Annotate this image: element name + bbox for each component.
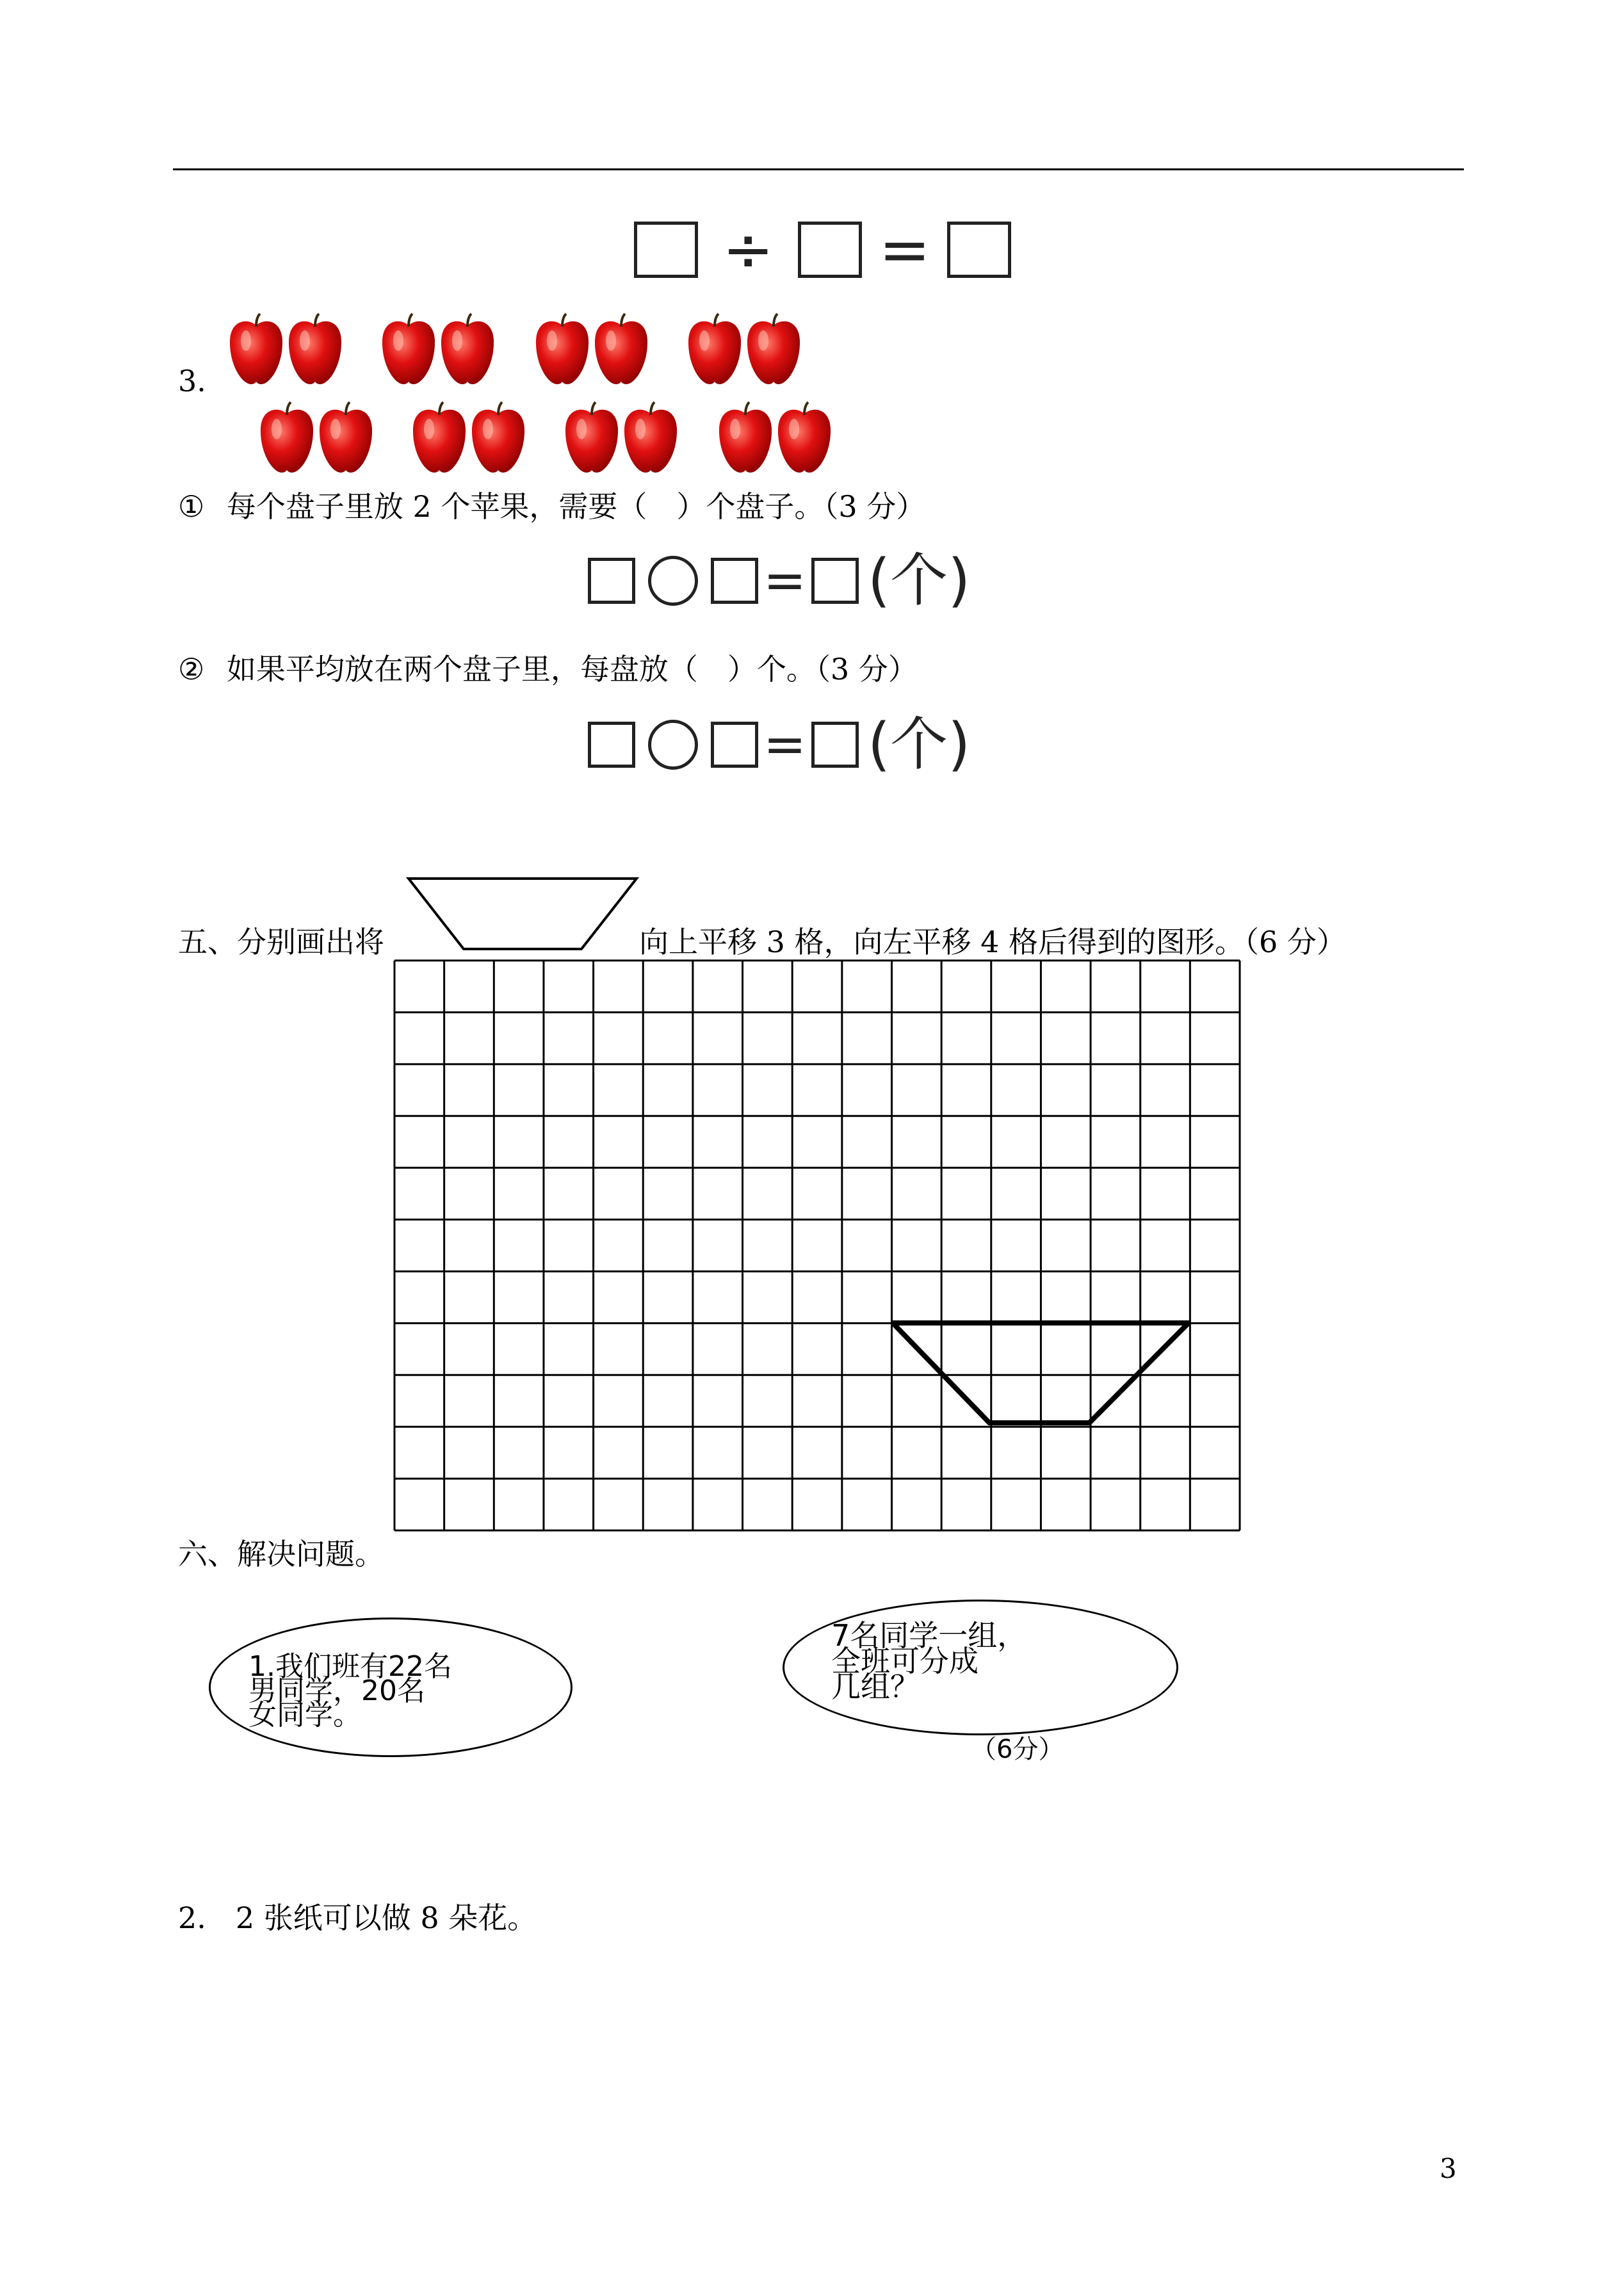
- bubble-2-score: （6分）: [971, 1735, 1064, 1764]
- sub-question-text: 每个盘子里放 2 个苹果，需要（ ）个盘子。（3 分）: [226, 489, 926, 524]
- equals-sign: =: [879, 214, 930, 286]
- apple-row-2: [261, 402, 831, 473]
- unit-label: (个): [868, 547, 971, 614]
- bubble-2-line: 7名同学一组，: [831, 1618, 1027, 1653]
- circled-marker: ①: [178, 489, 205, 524]
- section-5-title-end: 向上平移 3 格，向左平移 4 格后得到的图形。（6 分）: [639, 925, 1346, 959]
- apple-row-1: [230, 314, 800, 384]
- bubble-2-text: [831, 1618, 1027, 1704]
- equals-sign: =: [763, 551, 807, 610]
- blank-box: [711, 722, 758, 768]
- question-number: 3.: [178, 364, 206, 398]
- section-6-title: 六、解决问题。: [178, 1537, 384, 1571]
- grid-board: [391, 959, 1249, 1536]
- problem-2: 2. 2 张纸可以做 8 朵花。: [178, 1901, 537, 1935]
- section-5-title-start: 五、分别画出将: [178, 925, 384, 959]
- trapezoid-shape: [405, 873, 642, 954]
- blank-box: [588, 722, 635, 768]
- equation-1: [588, 547, 971, 614]
- sub-question-1: [178, 489, 926, 524]
- bubble-1-line: 女同学。: [248, 1699, 361, 1731]
- equals-sign: =: [763, 715, 807, 774]
- sub-question-2: [178, 654, 918, 684]
- unit-label: (个): [868, 711, 971, 778]
- blank-box: [711, 558, 758, 604]
- grid-lines: [394, 961, 1240, 1530]
- divide-sign: ÷: [722, 214, 774, 286]
- operator-circle: [648, 556, 698, 606]
- bubble-2-line: 全班可分成: [831, 1644, 978, 1678]
- bubble-1-line: 1.我们班有22名: [248, 1650, 452, 1683]
- sub-question-text: 如果平均放在两个盘子里，每盘放（ ）个。（3 分）: [226, 652, 918, 686]
- equation-2: [588, 711, 971, 778]
- bubble-2-line: 几组？: [831, 1669, 920, 1704]
- page-number: 3: [1440, 2153, 1457, 2184]
- operator-circle: [648, 720, 698, 770]
- blank-box: [811, 722, 859, 768]
- circled-marker: ②: [178, 652, 205, 686]
- bubble-1-text: [248, 1650, 452, 1731]
- apple-groups: [0, 0, 1624, 499]
- blank-box: [588, 558, 635, 604]
- bubble-1-line: 男同学，20名: [248, 1675, 425, 1707]
- blank-box: [811, 558, 859, 604]
